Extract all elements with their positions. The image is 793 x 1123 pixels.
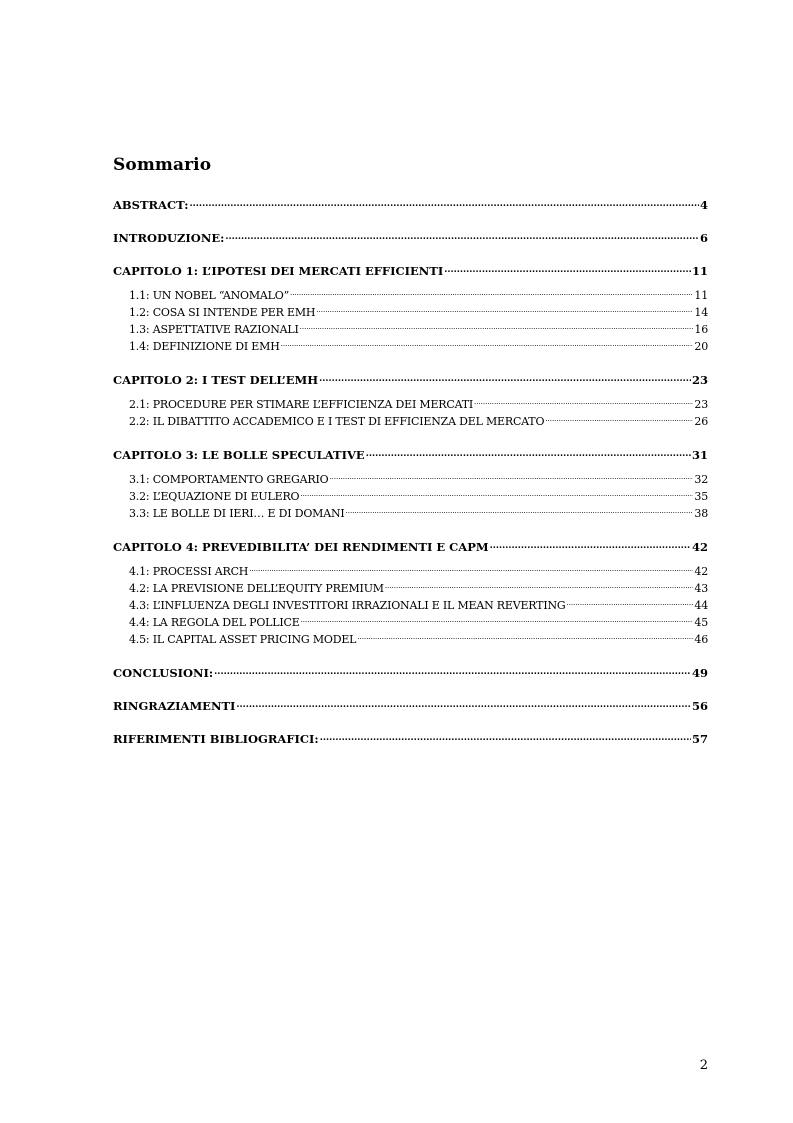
toc-section-page: 32 xyxy=(694,473,708,486)
toc-section-page: 26 xyxy=(694,415,708,428)
toc-section-label: 1.2: COSA SI INTENDE PER EMH xyxy=(129,306,316,319)
dot-leader xyxy=(385,581,694,592)
toc-entry-capitolo-3[interactable] xyxy=(113,447,708,463)
toc-entry-page: 4 xyxy=(699,198,708,212)
dot-leader xyxy=(214,666,691,678)
toc-entry-abstract[interactable] xyxy=(113,197,708,213)
dot-leader xyxy=(444,264,691,276)
toc-entry-page: 31 xyxy=(691,448,708,462)
toc-entry-page: 57 xyxy=(691,732,708,746)
dot-leader xyxy=(249,564,693,575)
toc-section-page: 45 xyxy=(694,616,708,629)
toc-section-4-5[interactable] xyxy=(113,631,708,648)
toc-section-2-2[interactable] xyxy=(113,413,708,430)
toc-entry-page: 42 xyxy=(691,540,708,554)
toc-section-page: 42 xyxy=(694,565,708,578)
toc-entry-page: 6 xyxy=(699,231,708,245)
toc-section-3-1[interactable] xyxy=(113,471,708,488)
toc-section-page: 35 xyxy=(694,490,708,503)
toc-section-1-4[interactable] xyxy=(113,338,708,355)
toc-entry-page: 49 xyxy=(691,666,708,680)
dot-leader xyxy=(319,373,691,385)
toc-entry-label: CAPITOLO 4: PREVEDIBILITA’ DEI RENDIMENTI E CAPM xyxy=(113,540,489,554)
dot-leader xyxy=(190,198,699,210)
toc-section-label: 4.4: LA REGOLA DEL POLLICE xyxy=(129,616,300,629)
toc-entry-page: 56 xyxy=(691,699,708,713)
toc-section-label: 4.1: PROCESSI ARCH xyxy=(129,565,249,578)
toc-section-1-2[interactable] xyxy=(113,304,708,321)
toc-entry-page: 11 xyxy=(691,264,708,278)
dot-leader xyxy=(329,472,693,483)
toc-section-label: 1.4: DEFINIZIONE DI EMH xyxy=(129,340,280,353)
dot-leader xyxy=(490,540,691,552)
toc-section-4-2[interactable] xyxy=(113,580,708,597)
toc-entry-capitolo-2[interactable] xyxy=(113,372,708,388)
toc-section-label: 1.3: ASPETTATIVE RAZIONALI xyxy=(129,323,299,336)
toc-section-label: 2.2: IL DIBATTITO ACCADEMICO E I TEST DI EFFICIENZA DEL MERCATO xyxy=(129,415,545,428)
toc-section-4-4[interactable] xyxy=(113,614,708,631)
dot-leader xyxy=(316,305,693,316)
dot-leader xyxy=(366,448,691,460)
dot-leader xyxy=(346,506,694,517)
toc-section-label: 4.3: L’INFLUENZA DEGLI INVESTITORI IRRAZIONALI E IL MEAN REVERTING xyxy=(129,599,566,612)
toc-section-page: 38 xyxy=(694,507,708,520)
toc-entry-label: CAPITOLO 1: L’IPOTESI DEI MERCATI EFFICIENTI xyxy=(113,264,444,278)
toc-section-page: 23 xyxy=(694,398,708,411)
toc-entry-riferimenti[interactable] xyxy=(113,731,708,747)
toc-section-label: 1.1: UN NOBEL “ANOMALO” xyxy=(129,289,289,302)
toc-entry-ringraziamenti[interactable] xyxy=(113,698,708,714)
dot-leader xyxy=(320,732,691,744)
toc-entry-capitolo-4[interactable] xyxy=(113,539,708,555)
dot-leader xyxy=(290,288,693,299)
toc-section-3-3[interactable] xyxy=(113,505,708,522)
toc-entry-label: RINGRAZIAMENTI xyxy=(113,699,236,713)
table-of-contents xyxy=(113,197,708,747)
toc-section-1-3[interactable] xyxy=(113,321,708,338)
toc-section-label: 3.2: L’EQUAZIONE DI EULERO xyxy=(129,490,300,503)
dot-leader xyxy=(300,489,693,500)
dot-leader xyxy=(474,397,693,408)
toc-section-2-1[interactable] xyxy=(113,396,708,413)
toc-section-page: 44 xyxy=(694,599,708,612)
toc-section-label: 3.3: LE BOLLE DI IERI… E DI DOMANI xyxy=(129,507,345,520)
toc-section-label: 4.2: LA PREVISIONE DELL’EQUITY PREMIUM xyxy=(129,582,384,595)
toc-section-page: 46 xyxy=(694,633,708,646)
dot-leader xyxy=(357,632,693,643)
toc-section-page: 16 xyxy=(694,323,708,336)
toc-entry-label: CAPITOLO 3: LE BOLLE SPECULATIVE xyxy=(113,448,365,462)
dot-leader xyxy=(300,322,694,333)
toc-section-4-1[interactable] xyxy=(113,563,708,580)
toc-entry-label: CONCLUSIONI: xyxy=(113,666,214,680)
page-number: 2 xyxy=(699,1058,708,1073)
toc-title: Sommario xyxy=(113,155,212,175)
toc-entry-conclusioni[interactable] xyxy=(113,665,708,681)
toc-entry-label: INTRODUZIONE: xyxy=(113,231,225,245)
dot-leader xyxy=(281,339,694,350)
toc-section-page: 43 xyxy=(694,582,708,595)
toc-section-label: 3.1: COMPORTAMENTO GREGARIO xyxy=(129,473,329,486)
toc-entry-label: ABSTRACT: xyxy=(113,198,189,212)
toc-section-page: 20 xyxy=(694,340,708,353)
toc-entry-label: CAPITOLO 2: I TEST DELL’EMH xyxy=(113,373,319,387)
toc-section-3-2[interactable] xyxy=(113,488,708,505)
toc-section-4-3[interactable] xyxy=(113,597,708,614)
toc-section-label: 4.5: IL CAPITAL ASSET PRICING MODEL xyxy=(129,633,357,646)
toc-entry-introduzione[interactable] xyxy=(113,230,708,246)
toc-section-page: 14 xyxy=(694,306,708,319)
toc-section-1-1[interactable] xyxy=(113,287,708,304)
toc-entry-capitolo-1[interactable] xyxy=(113,263,708,279)
toc-entry-page: 23 xyxy=(691,373,708,387)
toc-section-page: 11 xyxy=(694,289,708,302)
dot-leader xyxy=(301,615,694,626)
toc-entry-label: RIFERIMENTI BIBLIOGRAFICI: xyxy=(113,732,319,746)
dot-leader xyxy=(225,231,699,243)
dot-leader xyxy=(566,598,693,609)
dot-leader xyxy=(236,699,691,711)
dot-leader xyxy=(545,414,693,425)
toc-section-label: 2.1: PROCEDURE PER STIMARE L’EFFICIENZA DEI MERCATI xyxy=(129,398,473,411)
